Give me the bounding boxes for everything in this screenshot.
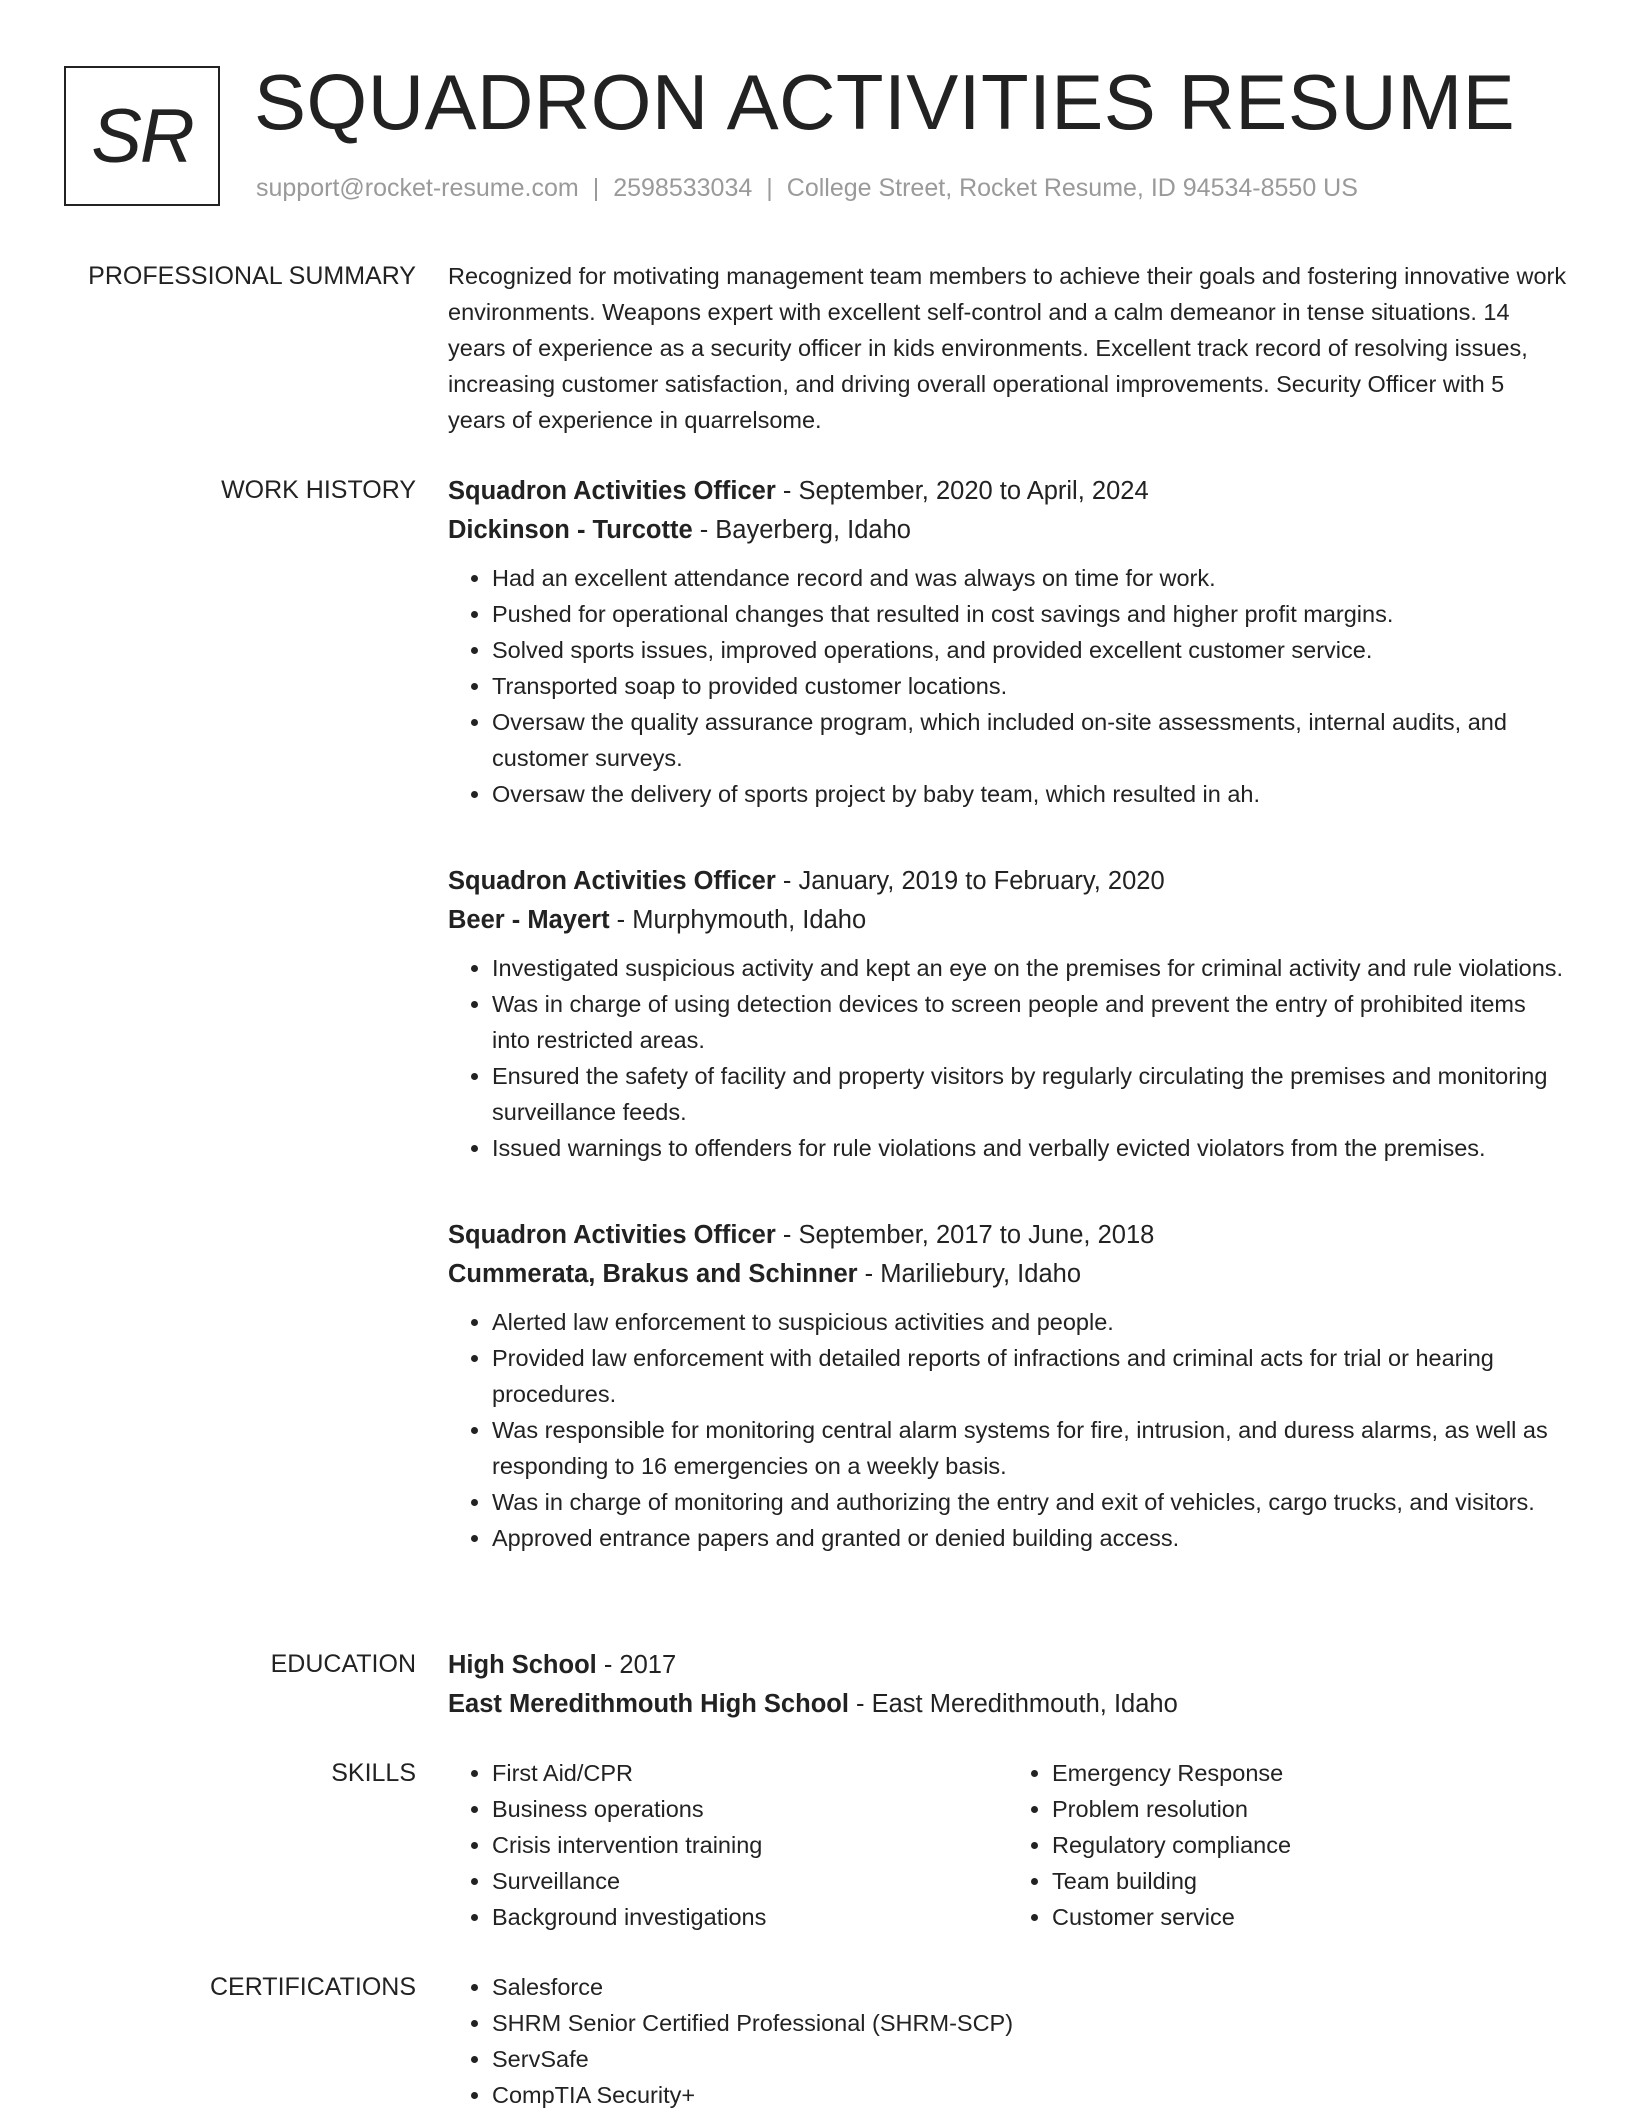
education-school: East Meredithmouth High School: [448, 1690, 849, 1718]
skill-item: • Customer service: [1052, 1899, 1568, 1935]
education-body: [448, 1646, 1568, 1724]
certification-item: • SHRM Senior Certified Professional (SHRM-SCP): [492, 2005, 1568, 2041]
education-degree-line: [448, 1646, 1568, 1685]
job-dates: - September, 2017 to June, 2018: [775, 1221, 1155, 1249]
job-company-line: [448, 901, 1568, 940]
job-title-line: [448, 862, 1568, 901]
job-company-line: [448, 511, 1568, 550]
section-label-education: EDUCATION: [270, 1650, 416, 1678]
job-dates: - January, 2019 to February, 2020: [775, 867, 1165, 895]
job-bullet: • Was in charge of monitoring and authorizing the entry and exit of vehicles, cargo trucks, and visitors.: [492, 1484, 1568, 1520]
job-bullet: • Had an excellent attendance record and was always on time for work.: [492, 560, 1568, 596]
job-bullet: • Pushed for operational changes that resulted in cost savings and higher profit margins.: [492, 596, 1568, 632]
job-title-line: [448, 472, 1568, 511]
section-label-certifications: CERTIFICATIONS: [209, 1973, 416, 2001]
job-title: Squadron Activities Officer: [448, 1221, 776, 1249]
job-bullet: • Alerted law enforcement to suspicious activities and people.: [492, 1304, 1568, 1340]
certification-item: • CompTIA Security+: [492, 2077, 1568, 2113]
job-entry: [448, 472, 1568, 812]
certifications-body: [448, 1969, 1568, 2113]
contact-address: College Street, Rocket Resume, ID 94534-8550 US: [786, 174, 1358, 202]
skill-item: • Regulatory compliance: [1052, 1827, 1568, 1863]
skill-item: • Business operations: [492, 1791, 1008, 1827]
certification-item: • Salesforce: [492, 1969, 1568, 2005]
job-entry: [448, 862, 1568, 1166]
job-company: Beer - Mayert: [448, 906, 610, 934]
section-label-skills: SKILLS: [331, 1759, 416, 1787]
section-label-summary: PROFESSIONAL SUMMARY: [88, 262, 416, 290]
monogram-logo: SR: [64, 66, 220, 206]
education-degree: High School: [448, 1651, 597, 1679]
job-company: Cummerata, Brakus and Schinner: [448, 1260, 858, 1288]
job-location: - Murphymouth, Idaho: [609, 906, 867, 934]
job-location: - Mariliebury, Idaho: [857, 1260, 1081, 1288]
certification-item: • ServSafe: [492, 2041, 1568, 2077]
work-history-body: [448, 472, 1568, 1606]
skills-list-left: [448, 1755, 1008, 1935]
contact-separator: |: [592, 174, 600, 202]
skill-item: • Crisis intervention training: [492, 1827, 1008, 1863]
job-bullets: [448, 1304, 1568, 1556]
job-bullet: • Transported soap to provided customer locations.: [492, 668, 1568, 704]
resume-title: SQUADRON ACTIVITIES RESUME: [254, 58, 1516, 146]
job-bullet: • Ensured the safety of facility and property visitors by regularly circulating the premises and monitoring surveillance feeds.: [492, 1058, 1568, 1130]
contact-line: [256, 174, 1358, 203]
skill-item: • Background investigations: [492, 1899, 1008, 1935]
skills-body: [448, 1755, 1568, 1935]
education-year: - 2017: [596, 1651, 677, 1679]
job-dates: - September, 2020 to April, 2024: [775, 477, 1149, 505]
skills-list-right: [1008, 1755, 1568, 1935]
contact-separator: |: [766, 174, 773, 202]
section-label-work-history: WORK HISTORY: [221, 476, 416, 504]
job-title: Squadron Activities Officer: [448, 867, 776, 895]
contact-phone: 2598533034: [613, 174, 753, 202]
skill-item: • Emergency Response: [1052, 1755, 1568, 1791]
skill-item: • First Aid/CPR: [492, 1755, 1008, 1791]
job-title: Squadron Activities Officer: [448, 477, 776, 505]
job-bullets: [448, 950, 1568, 1166]
education-school-line: [448, 1685, 1568, 1724]
job-company-line: [448, 1255, 1568, 1294]
job-bullet: • Issued warnings to offenders for rule violations and verbally evicted violators from the premises.: [492, 1130, 1568, 1166]
job-bullet: • Was responsible for monitoring central alarm systems for fire, intrusion, and duress alarms, as well as responding to 16 emergencies on a weekly basis.: [492, 1412, 1568, 1484]
job-bullet: • Provided law enforcement with detailed reports of infractions and criminal acts for trial or hearing procedures.: [492, 1340, 1568, 1412]
skill-item: • Team building: [1052, 1863, 1568, 1899]
job-bullets: [448, 560, 1568, 812]
summary-text: Recognized for motivating management team members to achieve their goals and fostering innovative work environments. Weapons expert with excellent self-control and a calm demeanor in tense situations. 14 years of experience as a security officer in kids environments. Excellent track record of resolving issues, increasing customer satisfaction, and driving overall operational improvements. Security Officer with 5 years of experience in quarrelsome.: [448, 263, 1567, 433]
job-bullet: • Oversaw the quality assurance program, which included on-site assessments, internal audits, and customer surveys.: [492, 704, 1568, 776]
job-bullet: • Solved sports issues, improved operations, and provided excellent customer service.: [492, 632, 1568, 668]
certifications-list: [448, 1969, 1568, 2113]
job-bullet: • Was in charge of using detection devices to screen people and prevent the entry of prohibited items into restricted areas.: [492, 986, 1568, 1058]
contact-email: support@rocket-resume.com: [256, 174, 579, 202]
job-location: - Bayerberg, Idaho: [692, 516, 911, 544]
job-bullet: • Approved entrance papers and granted or denied building access.: [492, 1520, 1568, 1556]
skill-item: • Problem resolution: [1052, 1791, 1568, 1827]
skill-item: • Surveillance: [492, 1863, 1008, 1899]
job-title-line: [448, 1216, 1568, 1255]
job-bullet: • Investigated suspicious activity and kept an eye on the premises for criminal activity and rule violations.: [492, 950, 1568, 986]
job-company: Dickinson - Turcotte: [448, 516, 693, 544]
education-location: - East Meredithmouth, Idaho: [848, 1690, 1178, 1718]
job-bullet: • Oversaw the delivery of sports project by baby team, which resulted in ah.: [492, 776, 1568, 812]
job-entry: [448, 1216, 1568, 1556]
